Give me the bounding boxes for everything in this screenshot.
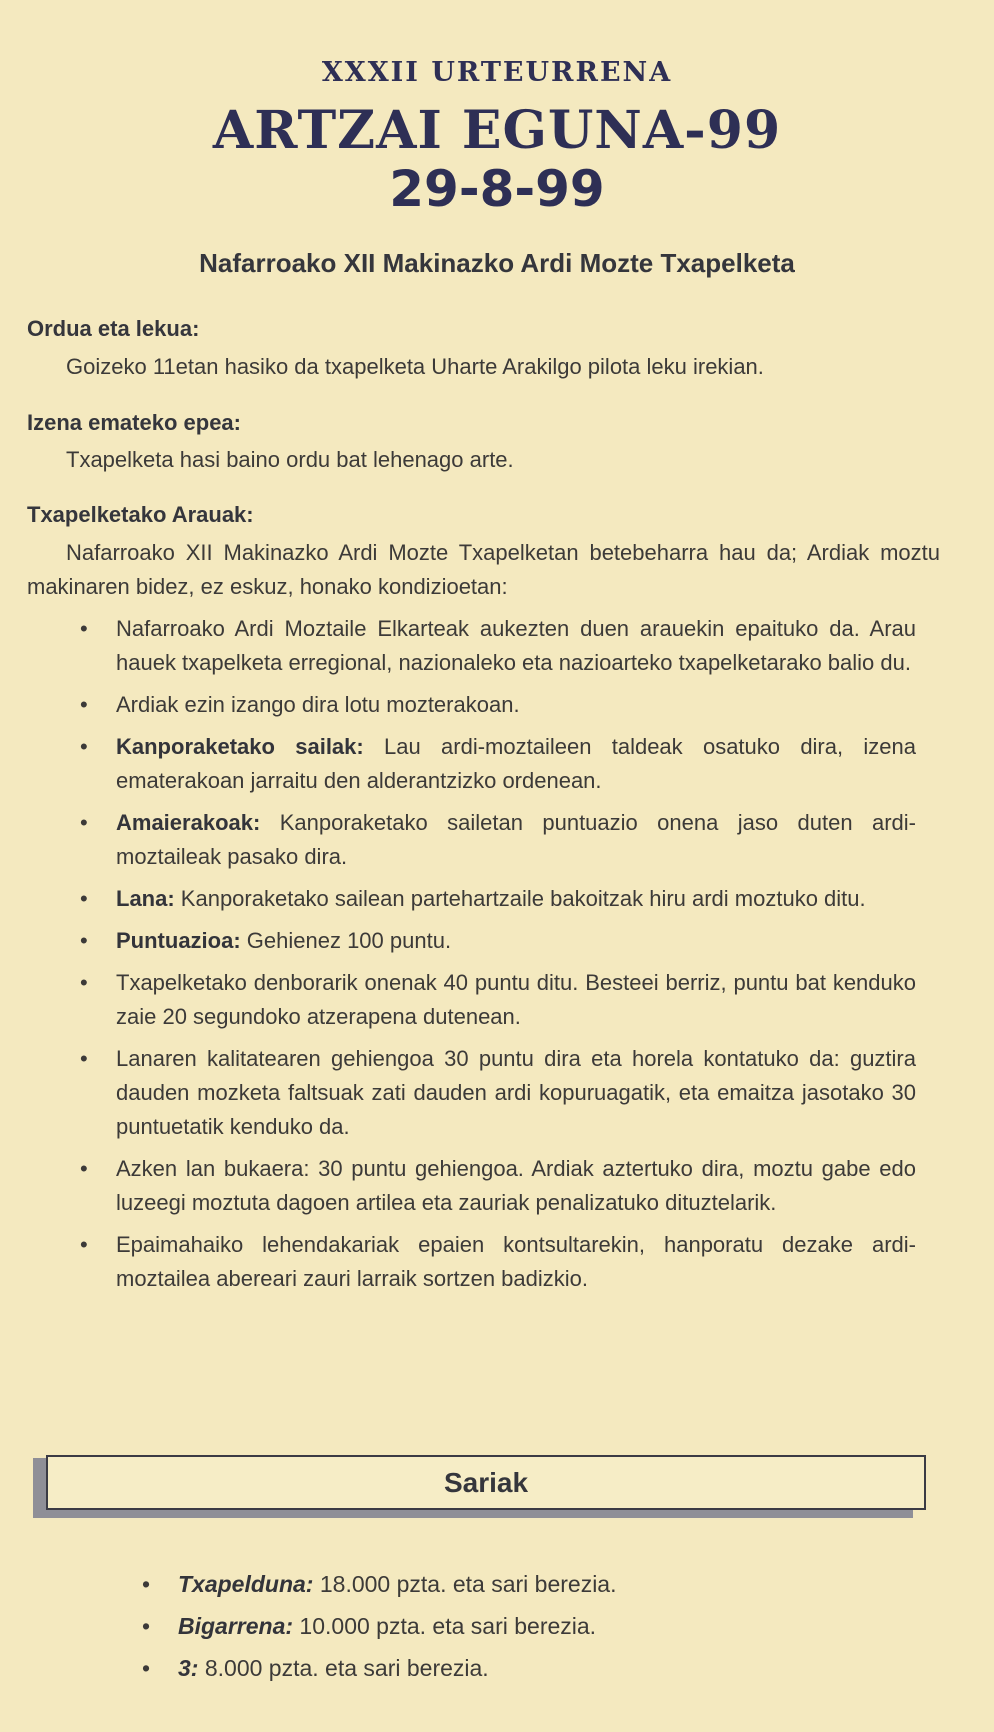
subtitle: Nafarroako XII Makinazko Ardi Mozte Txapelketa: [199, 248, 795, 278]
prize-text: 10.000 pzta. eta sari berezia.: [293, 1613, 597, 1639]
rule-item: [116, 966, 916, 1034]
page-title: ARTZAI EGUNA-99: [212, 100, 782, 161]
prize-item: [178, 1563, 994, 1605]
rule-item: [116, 1152, 916, 1220]
prizes-title: Sariak: [46, 1455, 926, 1510]
rule-item: [116, 730, 916, 798]
rule-item: [116, 1042, 916, 1144]
prize-text: 18.000 pzta. eta sari berezia.: [313, 1571, 617, 1597]
rule-item: [116, 1228, 916, 1296]
rule-text: Ardiak ezin izango dira lotu mozterakoan.: [116, 692, 520, 717]
rule-text: Azken lan bukaera: 30 puntu gehiengoa. Ardiak aztertuko dira, moztu gabe edo luzeegi moztuta dagoen artilea eta zauriak penalizatuko dituztelarik.: [116, 1156, 916, 1215]
rule-item: [116, 806, 916, 874]
registration-text: Txapelketa hasi baino ordu bat lehenago arte.: [66, 447, 514, 472]
event-date: 29-8-99: [389, 160, 605, 218]
rule-label: Puntuazioa:: [116, 928, 241, 953]
rule-label: Lana:: [116, 886, 175, 911]
time-place-text: Goizeko 11etan hasiko da txapelketa Uharte Arakilgo pilota leku irekian.: [66, 354, 764, 379]
rule-text: Kanporaketako sailean partehartzaile bakoitzak hiru ardi moztuko ditu.: [174, 886, 866, 911]
rule-item: [116, 688, 916, 722]
prize-item: [178, 1605, 994, 1647]
rules-intro: Nafarroako XII Makinazko Ardi Mozte Txapelketan betebeharra hau da; Ardiak moztu makinaren bidez, ez eskuz, honako kondizioetan:: [27, 540, 940, 599]
rule-text: Epaimahaiko lehendakariak epaien kontsultarekin, hanporatu dezake ardi-moztailea abereari zauri larraik sortzen badizkio.: [116, 1232, 916, 1291]
prize-text: 8.000 pzta. eta sari berezia.: [198, 1655, 489, 1681]
prize-label: 3:: [178, 1655, 199, 1681]
rule-text: Kanporaketako sailetan puntuazio onena jaso duten ardi-moztaileak pasako dira.: [116, 810, 916, 869]
rules-label: Txapelketako Arauak:: [27, 502, 254, 527]
prizes-list: [0, 1563, 994, 1689]
rule-item: [116, 882, 916, 916]
rule-text: Lanaren kalitatearen gehiengoa 30 puntu dira eta horela kontatuko da: guztira dauden mozketa faltsuak zati dauden ardi kopuruagatik, eta emaitza jasotako 30 puntuetatik kenduko da.: [116, 1046, 916, 1139]
rule-text: Txapelketako denborarik onenak 40 puntu ditu. Besteei berriz, puntu bat kenduko zaie 20 segundoko atzerapena dutenean.: [116, 970, 916, 1029]
rule-text: Lau ardi-moztaileen taldeak osatuko dira, izena ematerakoan jarraitu den alderantzizko ordenean.: [116, 734, 916, 793]
prize-label: Txapelduna:: [178, 1571, 314, 1597]
prize-item: [178, 1647, 994, 1689]
prize-label: Bigarrena:: [178, 1613, 294, 1639]
rule-text: Gehienez 100 puntu.: [240, 928, 452, 953]
rule-text: Nafarroako Ardi Moztaile Elkarteak aukezten duen arauekin epaituko da. Arau hauek txapelketa erregional, nazionaleko eta nazioarteko txapelketarako balio du.: [116, 616, 916, 675]
time-place-label: Ordua eta lekua:: [27, 316, 200, 341]
rule-item: [116, 612, 916, 680]
supertitle: XXXII URTEURRENA: [321, 57, 673, 88]
registration-label: Izena emateko epea:: [27, 410, 241, 435]
rule-label: Amaierakoak:: [116, 810, 261, 835]
rule-label: Kanporaketako sailak:: [116, 734, 364, 759]
rule-item: [116, 924, 916, 958]
rules-list: [0, 612, 994, 1304]
